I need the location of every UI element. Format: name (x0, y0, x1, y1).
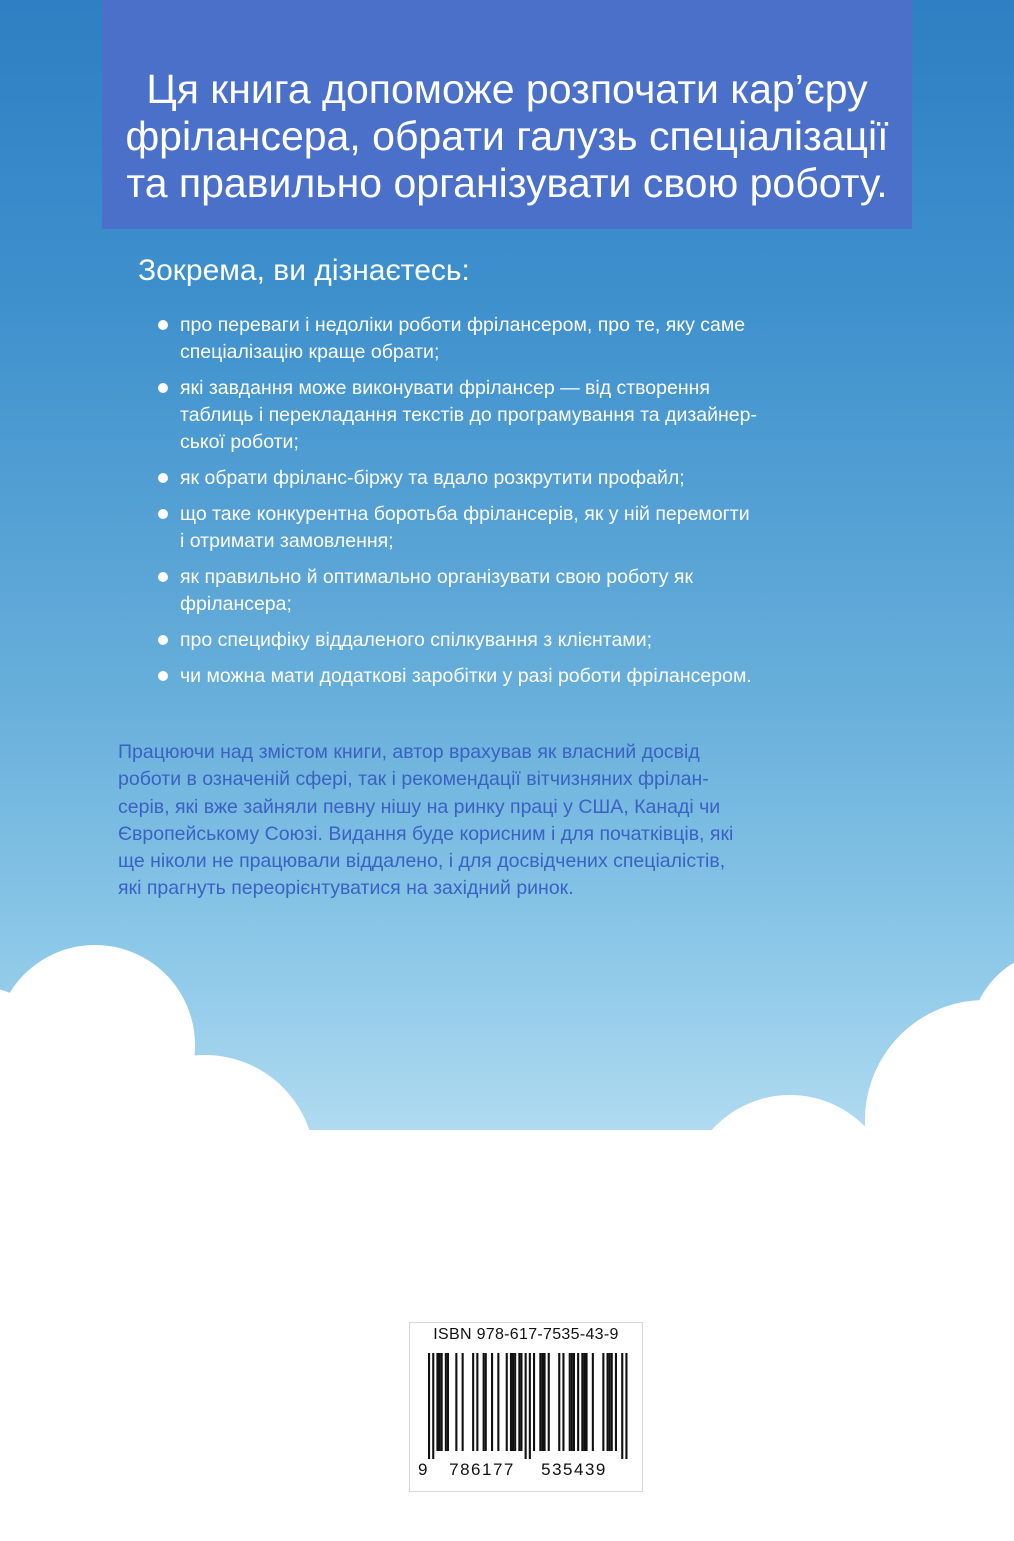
learn-heading: Зокрема, ви дізнаєтесь: (138, 254, 470, 287)
barcode-bar (439, 1353, 441, 1451)
list-item-line: як обрати фріланс-біржу та вдало розкрутити профайл; (180, 467, 685, 489)
barcode-bar (558, 1353, 560, 1451)
barcode-bar (514, 1353, 516, 1451)
list-item-line: таблиць і перекладання текстів до програмування та дизайнер- (180, 404, 757, 426)
barcode-bar (562, 1353, 564, 1451)
barcode-bar (573, 1353, 575, 1451)
barcode-bar (571, 1353, 573, 1451)
barcode-bar (577, 1353, 579, 1451)
barcode-bar (512, 1353, 514, 1451)
list-item-line: що таке конкурентна боротьба фрілансерів, як у ній перемогти (180, 503, 750, 525)
barcode-bar (518, 1353, 520, 1451)
list-item-line: як правильно й оптимально організувати свою роботу як (180, 566, 693, 588)
list-item-line: про специфіку віддаленого спілкування з клієнтами; (180, 629, 653, 651)
title-line: та правильно організувати свою роботу. (126, 160, 888, 206)
barcode-bar (428, 1353, 430, 1459)
barcode-bar (472, 1353, 474, 1451)
barcode-digits-left: 786177 (449, 1460, 515, 1479)
barcode-bar (586, 1353, 588, 1451)
barcode-bar (602, 1353, 604, 1451)
barcode-bar (483, 1353, 485, 1451)
about-line: Працюючи над змістом книги, автор врахував як власний досвід (118, 741, 700, 763)
barcode-bar (529, 1353, 531, 1459)
barcode-bar (548, 1353, 550, 1451)
list-item-line: ської роботи; (180, 431, 299, 453)
barcode-bar (462, 1353, 464, 1451)
barcode-bar (607, 1353, 609, 1451)
title-line: фрілансера, обрати галузь спеціалізації (125, 113, 889, 159)
barcode-digits-right: 535439 (541, 1460, 607, 1479)
list-item-line: про переваги і недоліки роботи фрілансером, про те, яку саме (180, 314, 746, 336)
barcode-bar (533, 1353, 535, 1451)
about-line: які прагнуть переорієнтуватися на західний ринок. (118, 877, 574, 900)
about-line: серів, які вже зайняли певну нішу на ринку праці у США, Канаді чи (118, 795, 721, 818)
barcode-bars (428, 1353, 628, 1459)
barcode-bar (441, 1353, 443, 1451)
barcode-bar (436, 1353, 438, 1451)
barcode-bar (520, 1353, 522, 1451)
barcode-bar (611, 1353, 613, 1451)
barcode-bar (445, 1353, 447, 1451)
barcode-bar (491, 1353, 493, 1451)
barcode-bar (615, 1353, 617, 1451)
about-line: Європейському Союзі. Видання буде корисним і для початківців, які (118, 822, 734, 845)
title-line: Ця книга допоможе розпочати кар’єру (146, 66, 868, 112)
barcode-bar (592, 1353, 594, 1451)
barcode-bar (447, 1353, 449, 1451)
about-line: роботи в означеній сфері, так і рекомендації вітчизняних фрілан- (118, 768, 709, 791)
barcode-bar (455, 1353, 457, 1451)
barcode-bar (581, 1353, 583, 1451)
barcode-bar (544, 1353, 546, 1451)
barcode-block (409, 1322, 643, 1492)
barcode-bar (609, 1353, 611, 1451)
barcode-bar (583, 1353, 585, 1451)
barcode-bar (621, 1353, 623, 1459)
list-item-line: фрілансера; (180, 593, 292, 615)
list-item-line: і отримати замовлення; (180, 530, 394, 552)
barcode-bar (476, 1353, 478, 1451)
barcode-bar (541, 1353, 543, 1451)
list-item-line: чи можна мати додаткові заробітки у разі роботи фрілансером. (180, 665, 752, 687)
barcode-bar (539, 1353, 541, 1451)
barcode-bar (497, 1353, 499, 1451)
barcode-bar (510, 1353, 512, 1451)
list-item-line: спеціалізацію краще обрати; (180, 341, 440, 363)
barcode-digit-first: 9 (418, 1460, 428, 1479)
list-item-line: які завдання може виконувати фрілансер — від створення (180, 377, 710, 399)
barcode-bar (432, 1353, 434, 1459)
barcode-bar (569, 1353, 571, 1451)
barcode-bar (485, 1353, 487, 1451)
about-line: ще ніколи не працювали віддалено, і для досвідчених спеціалістів, (118, 850, 726, 873)
isbn-label: ISBN 978-617-7535-43-9 (433, 1326, 619, 1343)
barcode-bar (525, 1353, 527, 1459)
barcode-bar (625, 1353, 627, 1459)
barcode-bar (506, 1353, 508, 1451)
barcode (410, 1351, 642, 1479)
